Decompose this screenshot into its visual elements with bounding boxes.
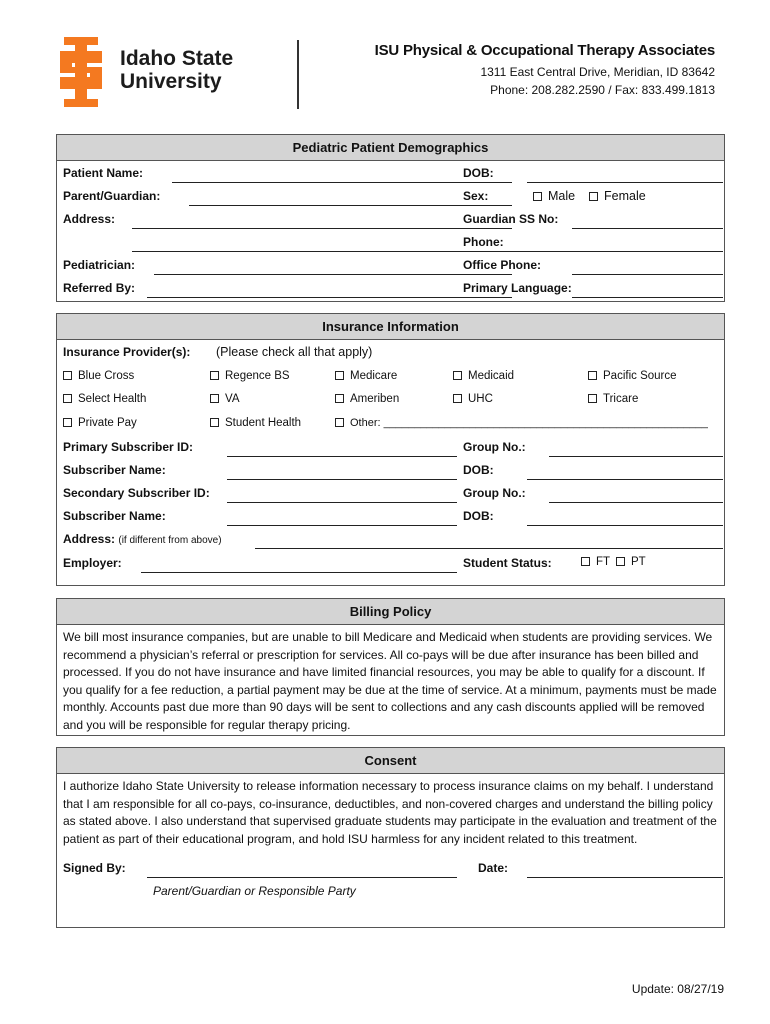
consent-date-field[interactable]: [527, 877, 723, 878]
group-no-2-field[interactable]: [549, 502, 723, 503]
insurance-section: [56, 313, 725, 586]
insurance-option-label: Medicare: [350, 370, 398, 382]
sex-label: Sex:: [463, 189, 489, 203]
insurance-option-label: UHC: [468, 393, 493, 405]
patient-name-field[interactable]: [172, 182, 512, 183]
guardian-ss-field[interactable]: [572, 228, 723, 229]
signer-caption: Parent/Guardian or Responsible Party: [153, 884, 356, 898]
subscriber-name-field[interactable]: [227, 479, 457, 480]
sex-female-checkbox[interactable]: [589, 189, 646, 203]
sex-male-checkbox[interactable]: [533, 189, 575, 203]
consent-date-label: Date:: [478, 861, 509, 875]
subscriber-name-2-label: Subscriber Name:: [63, 509, 166, 523]
parent-guardian-field[interactable]: [189, 205, 512, 206]
consent-title: Consent: [57, 748, 724, 774]
insurance-address-text: Address:: [63, 532, 116, 546]
insurance-student-health-checkbox[interactable]: [210, 417, 301, 429]
student-status-ft-checkbox[interactable]: [581, 556, 610, 568]
billing-title: Billing Policy: [57, 599, 724, 625]
sex-male-label: Male: [548, 189, 576, 203]
insurance-address-field[interactable]: [255, 548, 723, 549]
insurance-medicaid-checkbox[interactable]: [453, 370, 514, 382]
patient-name-label: Patient Name:: [63, 166, 144, 180]
group-no-2-label: Group No.:: [463, 486, 526, 500]
student-status-ft-label: FT: [596, 556, 611, 568]
org-info: [295, 42, 715, 97]
secondary-subscriber-id-field[interactable]: [227, 502, 457, 503]
subscriber-dob-field[interactable]: [527, 479, 723, 480]
sex-female-label: Female: [604, 189, 646, 203]
student-status-pt-label: PT: [631, 556, 646, 568]
employer-field[interactable]: [141, 572, 457, 573]
consent-text: I authorize Idaho State University to release information necessary to process insurance claims on my behalf. I understand that I am responsible for all co-pays, co-insurance, deductibles, and non-covered charges and understand the billing policy as stated above. I also understand that supervised graduate students may participate in the evaluation and treatment of the patient as part of their educational program, and hold ISU harmless for any incident related to this treatment.: [63, 779, 717, 846]
update-date: Update: 08/27/19: [631, 982, 724, 996]
billing-section: [56, 598, 725, 736]
subscriber-dob-2-field[interactable]: [527, 525, 723, 526]
isu-logo-icon: [56, 37, 106, 107]
insurance-option-label: Ameriben: [350, 393, 400, 405]
logo-wordmark: [120, 47, 233, 93]
insurance-tricare-checkbox[interactable]: [588, 393, 638, 405]
dob-field[interactable]: [527, 182, 723, 183]
insurance-providers-note: (Please check all that apply): [216, 345, 373, 359]
insurance-uhc-checkbox[interactable]: [453, 393, 493, 405]
org-phone-fax: Phone: 208.282.2590 / Fax: 833.499.1813: [490, 83, 715, 97]
demographics-title: Pediatric Patient Demographics: [57, 135, 724, 161]
insurance-regence-checkbox[interactable]: [210, 370, 290, 382]
insurance-medicare-checkbox[interactable]: [335, 370, 397, 382]
insurance-title: Insurance Information: [57, 314, 724, 340]
insurance-option-label: Blue Cross: [78, 370, 135, 382]
insurance-option-label: Student Health: [225, 417, 302, 429]
address-field-line-2[interactable]: [132, 251, 512, 252]
insurance-address-note: (if different from above): [118, 535, 222, 546]
insurance-ameriben-checkbox[interactable]: [335, 393, 399, 405]
secondary-subscriber-id-label: Secondary Subscriber ID:: [63, 486, 210, 500]
signed-by-label: Signed By:: [63, 861, 126, 875]
address-field-line-1[interactable]: [132, 228, 512, 229]
org-name: ISU Physical & Occupational Therapy Associates: [374, 42, 715, 59]
consent-section: [56, 747, 725, 928]
insurance-select-health-checkbox[interactable]: [63, 393, 146, 405]
subscriber-name-label: Subscriber Name:: [63, 463, 166, 477]
insurance-option-label: VA: [225, 393, 240, 405]
insurance-va-checkbox[interactable]: [210, 393, 240, 405]
subscriber-dob-label: DOB:: [463, 463, 494, 477]
group-no-field[interactable]: [549, 456, 723, 457]
parent-guardian-label: Parent/Guardian:: [63, 189, 161, 203]
insurance-option-label: Medicaid: [468, 370, 515, 382]
insurance-option-label: Tricare: [603, 393, 639, 405]
phone-label: Phone:: [463, 235, 504, 249]
insurance-option-label: Pacific Source: [603, 370, 677, 382]
referred-by-label: Referred By:: [63, 281, 136, 295]
primary-language-label: Primary Language:: [463, 281, 572, 295]
student-status-label: Student Status:: [463, 556, 552, 570]
insurance-option-label: Select Health: [78, 393, 147, 405]
org-address: 1311 East Central Drive, Meridian, ID 83642: [480, 65, 715, 79]
employer-label: Employer:: [63, 556, 122, 570]
billing-policy-text: We bill most insurance companies, but are unable to bill Medicare and Medicaid when students are providing services. We recommend a physician’s referral or prescription for services. All co-pays will be due after insurance has been billed and processed. If you do not have insurance and have limited financial resources, you may be able to qualify for a discount. If you qualify for a fee reduction, a partial payment may be due at the time of service. At a minimum, payments must be made monthly. Accounts past due more than 90 days will be sent to collections and any cash discounts applied will be removed and you will be responsible for regular therapy pricing.: [63, 630, 717, 732]
address-label: Address:: [63, 212, 116, 226]
primary-subscriber-id-label: Primary Subscriber ID:: [63, 440, 194, 454]
guardian-ss-label: Guardian SS No:: [463, 212, 559, 226]
signature-field[interactable]: [147, 877, 457, 878]
subscriber-name-2-field[interactable]: [227, 525, 457, 526]
office-phone-field[interactable]: [572, 274, 723, 275]
insurance-other-label: Other: _____________________________________________________: [350, 417, 708, 429]
pediatrician-label: Pediatrician:: [63, 258, 136, 272]
phone-field[interactable]: [512, 251, 723, 252]
subscriber-dob-2-label: DOB:: [463, 509, 494, 523]
office-phone-label: Office Phone:: [463, 258, 542, 272]
demographics-section: [56, 134, 725, 302]
insurance-address-label: [63, 532, 222, 546]
dob-label: DOB:: [463, 166, 494, 180]
primary-subscriber-id-field[interactable]: [227, 456, 457, 457]
insurance-option-label: Regence BS: [225, 370, 290, 382]
insurance-pacific-source-checkbox[interactable]: [588, 370, 677, 382]
insurance-providers-label: Insurance Provider(s):: [63, 345, 191, 359]
pediatrician-field[interactable]: [154, 274, 512, 275]
student-status-pt-checkbox[interactable]: [616, 556, 646, 568]
insurance-private-pay-checkbox[interactable]: [63, 417, 137, 429]
insurance-other-checkbox[interactable]: [335, 417, 708, 429]
primary-language-field[interactable]: [572, 297, 723, 298]
isu-logo: [56, 37, 256, 109]
group-no-label: Group No.:: [463, 440, 526, 454]
insurance-blue-cross-checkbox[interactable]: [63, 370, 134, 382]
referred-by-field[interactable]: [147, 297, 512, 298]
insurance-option-label: Private Pay: [78, 417, 137, 429]
logo-line-1: Idaho State: [120, 47, 234, 70]
logo-line-2: University: [120, 70, 222, 93]
